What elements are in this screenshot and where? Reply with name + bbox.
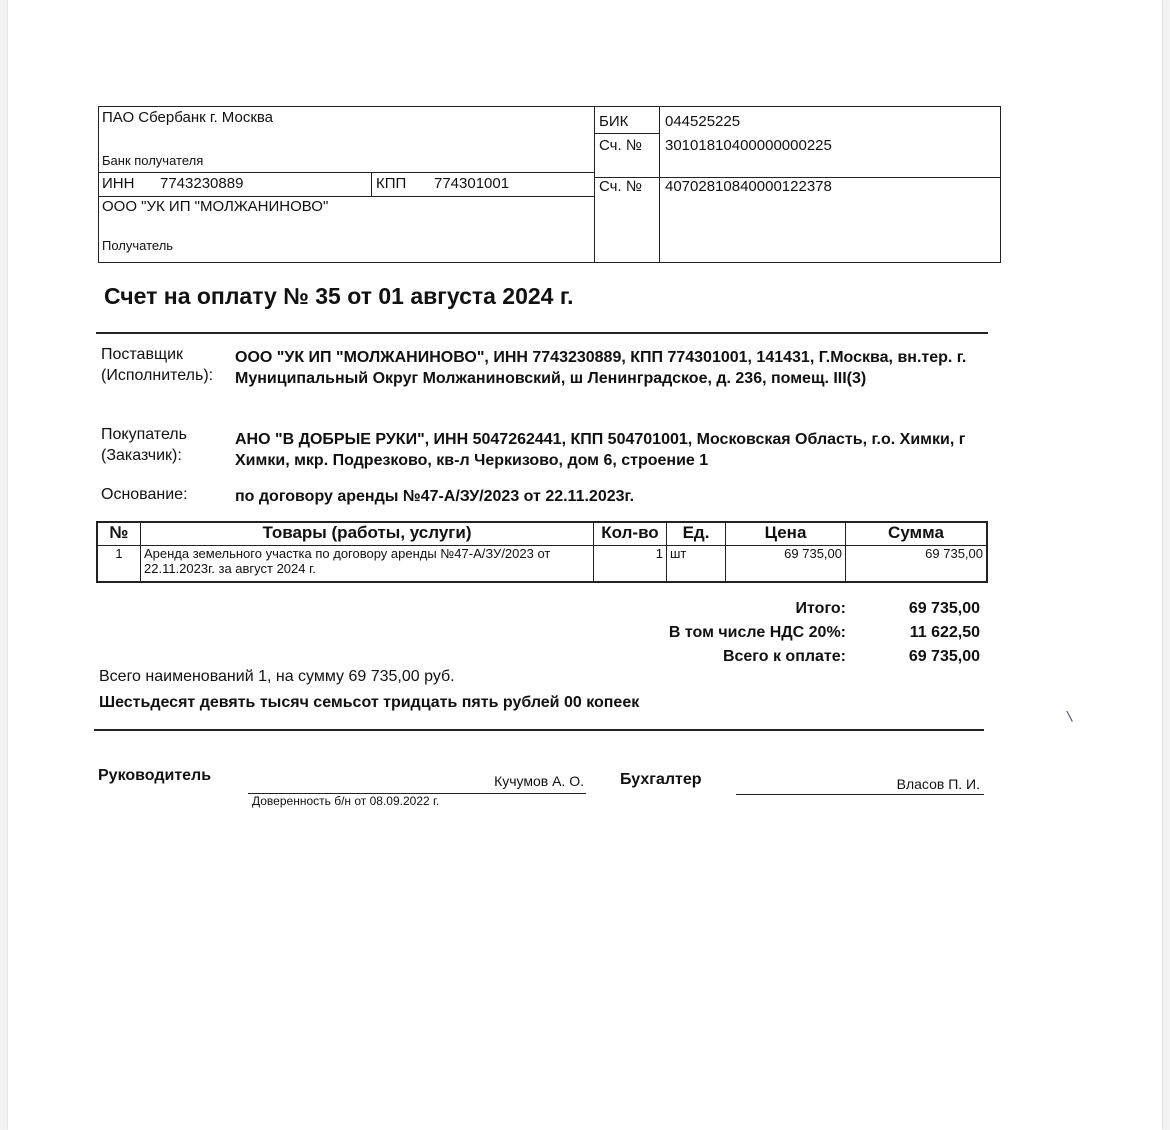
kpp-label: КПП <box>376 175 407 192</box>
basis-label: Основание: <box>101 486 188 503</box>
invoice-title: Счет на оплату № 35 от 01 августа 2024 г. <box>104 283 574 309</box>
bik-value: 044525225 <box>665 113 741 130</box>
inn-value: 7743230889 <box>160 175 244 192</box>
summary-divider <box>94 729 984 731</box>
head-label: Руководитель <box>98 767 212 784</box>
recipient-name: ООО "УК ИП "МОЛЖАНИНОВО" <box>102 198 329 215</box>
pen-mark <box>1066 710 1073 722</box>
basis-value: по договору аренды №47-А/ЗУ/2023 от 22.11.2023г. <box>235 488 635 505</box>
col-header-unit: Ед. <box>667 522 726 546</box>
bank-details-block <box>98 106 1001 263</box>
items-count-line: Всего наименований 1, на сумму 69 735,00 руб. <box>99 668 455 685</box>
buyer-value: АНО "В ДОБРЫЕ РУКИ", ИНН 5047262441, КПП 504701001, Московская Область, г.о. Химки, г Химки, мкр. Подрезково, кв-л Черкизово, дом 6, строение 1 <box>235 431 966 469</box>
inn-label: ИНН <box>102 175 135 192</box>
table-row <box>97 546 987 583</box>
head-name: Кучумов А. О. <box>494 773 584 789</box>
col-header-goods: Товары (работы, услуги) <box>141 522 594 546</box>
row-price: 69 735,00 <box>726 546 846 583</box>
accountant-signature-line <box>736 794 984 795</box>
supplier-value: ООО "УК ИП "МОЛЖАНИНОВО", ИНН 7743230889, КПП 774301001, 141431, Г.Москва, вн.тер. г. Муниципальный Округ Молжаниновский, ш Ленинградское, д. 236, помещ. III(3) <box>235 349 967 387</box>
bank-caption: Банк получателя <box>102 153 204 168</box>
corr-account-value: 30101810400000000225 <box>665 137 832 154</box>
table-header-row <box>97 522 987 546</box>
row-qty: 1 <box>594 546 667 583</box>
col-header-sum: Сумма <box>846 522 988 546</box>
row-unit: шт <box>667 546 726 583</box>
col-header-qty: Кол-во <box>594 522 667 546</box>
corr-account-label: Сч. № <box>599 137 642 154</box>
row-goods-name: Аренда земельного участка по договору аренды №47-А/ЗУ/2023 от 22.11.2023г. за август 2024 г. <box>141 546 594 583</box>
col-header-price: Цена <box>726 522 846 546</box>
accountant-label: Бухгалтер <box>620 771 702 788</box>
account-label: Сч. № <box>599 178 642 195</box>
goods-table <box>96 521 988 583</box>
row-number: 1 <box>97 546 141 583</box>
kpp-value: 774301001 <box>434 175 510 192</box>
head-note: Доверенность б/н от 08.09.2022 г. <box>252 794 440 808</box>
pay-value: 69 735,00 <box>908 648 980 665</box>
account-value: 40702810840000122378 <box>665 178 832 195</box>
vat-label: В том числе НДС 20%: <box>668 624 846 641</box>
supplier-label: Поставщик (Исполнитель): <box>101 346 214 384</box>
bank-name: ПАО Сбербанк г. Москва <box>102 109 274 126</box>
pay-label: Всего к оплате: <box>722 648 846 665</box>
total-label: Итого: <box>795 600 846 617</box>
bik-label: БИК <box>599 113 629 130</box>
invoice-page <box>8 0 1162 1130</box>
buyer-label: Покупатель (Заказчик): <box>101 426 187 464</box>
col-header-number: № <box>97 522 141 546</box>
amount-in-words: Шестьдесят девять тысяч семьсот тридцать пять рублей 00 копеек <box>99 694 640 711</box>
title-divider <box>96 332 988 334</box>
accountant-name: Власов П. И. <box>896 776 980 792</box>
vat-value: 11 622,50 <box>909 624 980 641</box>
recipient-caption: Получатель <box>102 238 174 253</box>
row-sum: 69 735,00 <box>846 546 988 583</box>
total-value: 69 735,00 <box>908 600 980 617</box>
